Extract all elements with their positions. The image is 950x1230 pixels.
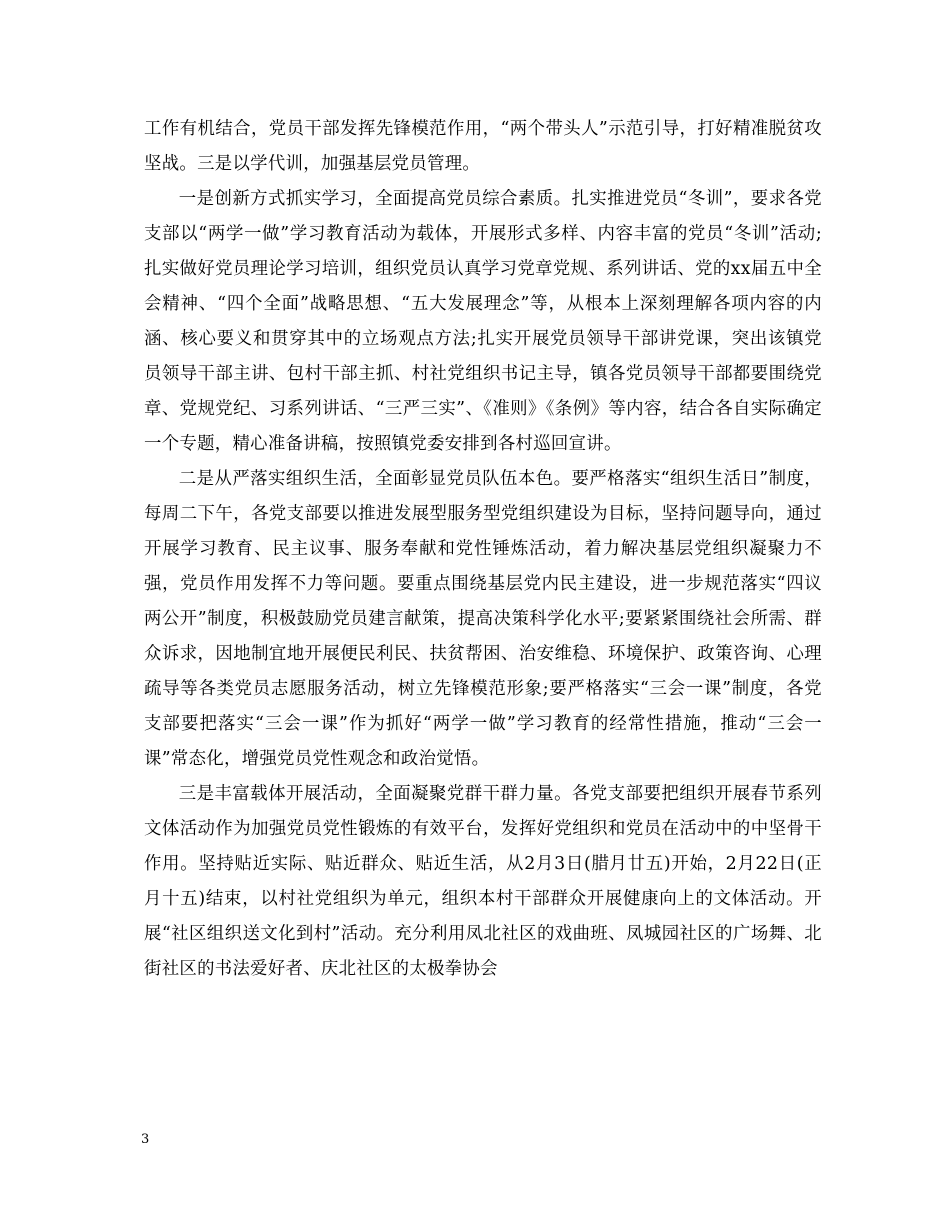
paragraph-activities: 三是丰富载体开展活动，全面凝聚党群干群力量。各党支部要把组织开展春节系列文体活动作为加强党员党性锻炼的有效平台，发挥好党组织和党员在活动中的中坚骨干作用。坚持贴近实际、贴近群众、贴近生活，从2月3日(腊月廿五)开始，2月22日(正月十五)结束，以村社党组织为单元，组织本村干部群众开展健康向上的文体活动。开展“社区组织送文化到村”活动。充分利用凤北社区的戏曲班、凤城园社区的广场舞、北街社区的书法爱好者、庆北社区的太极拳协会 (144, 784, 822, 979)
page-number: 3 (141, 1132, 150, 1147)
paragraph-continuation: 工作有机结合，党员干部发挥先锋模范作用，“两个带头人”示范引导，打好精准脱贫攻坚战。三是以学代训，加强基层党员管理。 (144, 119, 822, 174)
paragraph-study: 一是创新方式抓实学习，全面提高党员综合素质。扎实推进党员“冬训”，要求各党支部以“两学一做”学习教育活动为载体，开展形式多样、内容丰富的党员“冬训”活动;扎实做好党员理论学习培训，组织党员认真学习党章党规、系列讲话、党的xx届五中全会精神、“四个全面”战略思想、“五大发展理念”等，从根本上深刻理解各项内容的内涵、核心要义和贯穿其中的立场观点方法;扎实开展党员领导干部讲党课，突出该镇党员领导干部主讲、包村干部主抓、村社党组织书记主导，镇各党员领导干部都要围绕党章、党规党纪、习系列讲话、“三严三实”、《准则》《条例》等内容，结合各自实际确定一个专题，精心准备讲稿，按照镇党委安排到各村巡回宣讲。 (144, 189, 822, 454)
document-body (144, 112, 822, 987)
paragraph-organization-life: 二是从严落实组织生活，全面彰显党员队伍本色。要严格落实“组织生活日”制度，每周二下午，各党支部要以推进发展型服务型党组织建设为目标，坚持问题导向，通过开展学习教育、民主议事、服务奉献和党性锤炼活动，着力解决基层党组织凝聚力不强，党员作用发挥不力等问题。要重点围绕基层党内民主建设，进一步规范落实“四议两公开”制度，积极鼓励党员建言献策，提高决策科学化水平;要紧紧围绕社会所需、群众诉求，因地制宜地开展便民利民、扶贫帮困、治安维稳、环境保护、政策咨询、心理疏导等各类党员志愿服务活动，树立先锋模范形象;要严格落实“三会一课”制度，各党支部要把落实“三会一课”作为抓好“两学一做”学习教育的经常性措施，推动“三会一课”常态化，增强党员党性观念和政治觉悟。 (144, 469, 822, 769)
